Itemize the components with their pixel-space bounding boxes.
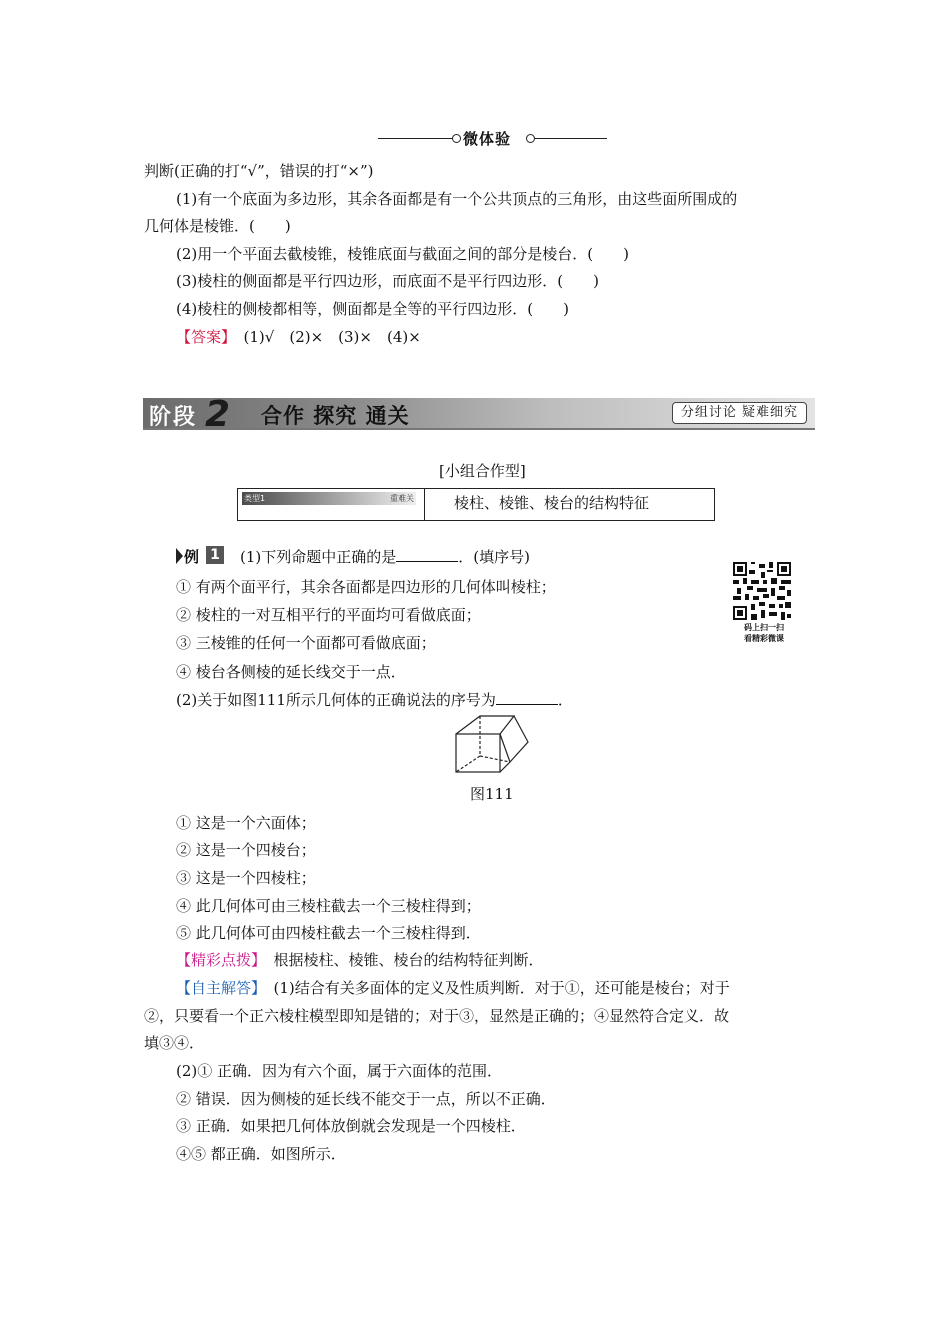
group-label: [小组合作型]	[439, 462, 526, 480]
micro-item-1: (1)有一个底面为多边形，其余各面都是有一个公共顶点的三角形，由这些面所围成的	[176, 190, 738, 208]
section-title-micro	[378, 128, 608, 150]
stage-phrase: 合作 探究 通关	[261, 404, 410, 428]
micro-item-4: (4)棱柱的侧棱都相等，侧面都是全等的平行四边形．( )	[176, 300, 569, 318]
micro-item-2: (2)用一个平面去截棱锥，棱锥底面与截面之间的部分是棱台．( )	[176, 245, 629, 263]
q1-item-3: ③ 三棱锥的任何一个面都可看做底面；	[176, 634, 436, 652]
solution-line-1: 【自主解答】 (1)结合有关多面体的定义及性质判断．对于①，还可能是棱台；对于	[176, 979, 730, 997]
type-tag-cell	[238, 489, 425, 520]
q2-item-4: ④ 此几何体可由三棱柱截去一个三棱柱得到；	[176, 897, 481, 915]
answer-blank	[496, 690, 558, 705]
answer-blank	[396, 547, 458, 562]
solution-label: 【自主解答】	[176, 979, 259, 997]
q1-item-4: ④ 棱台各侧棱的延长线交于一点．	[176, 663, 406, 681]
stage-number: 2	[205, 394, 231, 435]
answer-text: (1)√ (2)× (3)× (4)×	[243, 328, 421, 346]
stage-tag: 分组讨论 疑难细究	[672, 402, 807, 424]
stage-banner	[143, 394, 815, 435]
q2-item-5: ⑤ 此几何体可由四棱柱截去一个三棱柱得到．	[176, 924, 481, 942]
solution-line-2: ②，只要看一个正六棱柱模型即知是错的；对于③，显然是正确的；④显然符合定义．故	[144, 1007, 730, 1025]
qr-code-icon	[733, 562, 791, 620]
q2-item-2: ② 这是一个四棱台；	[176, 841, 316, 859]
q2-item-1: ① 这是一个六面体；	[176, 814, 316, 832]
micro-instruction: 判断(正确的打“√”，错误的打“×”)	[144, 162, 374, 180]
type-title: 棱柱、棱锥、棱台的结构特征	[454, 494, 650, 512]
answer-label: 【答案】	[176, 328, 229, 346]
hint-label: 【精彩点拨】	[176, 951, 259, 969]
solution-part-2: ② 错误．因为侧棱的延长线不能交于一点，所以不正确．	[176, 1090, 556, 1108]
micro-item-1-cont: 几何体是棱锥．( )	[144, 217, 291, 235]
type-box	[237, 488, 715, 521]
example-q1: (1)下列命题中正确的是 ．(填序号)	[240, 548, 530, 566]
figure-caption: 图111	[470, 785, 514, 803]
type-tag: 类型1	[244, 494, 266, 503]
q1-item-2: ② 棱柱的一对互相平行的平面均可看做底面；	[176, 606, 481, 624]
hint-text: 根据棱柱、棱锥、棱台的结构特征判断．	[273, 951, 544, 969]
qr-caption: 码上扫一扫 看精彩微课	[744, 623, 784, 643]
type-key: 重难关	[390, 494, 414, 503]
example-q2: (2)关于如图111所示几何体的正确说法的序号为 ．	[176, 691, 573, 709]
solution-part-4: ④⑤ 都正确．如图所示．	[176, 1145, 346, 1163]
q1-item-1: ① 有两个面平行，其余各面都是四边形的几何体叫棱柱；	[176, 578, 556, 596]
hint	[176, 950, 544, 970]
example-arrow-icon	[176, 548, 183, 564]
solution-part-3: ③ 正确．如果把几何体放倒就会发现是一个四棱柱．	[176, 1117, 526, 1135]
micro-answer	[176, 327, 421, 347]
section-title-text: 微体验	[463, 130, 512, 148]
solution-part-1: (2)① 正确．因为有六个面，属于六面体的范围．	[176, 1062, 503, 1080]
geometry-figure	[452, 712, 532, 776]
q2-item-3: ③ 这是一个四棱柱；	[176, 869, 316, 887]
micro-item-3: (3)棱柱的侧面都是平行四边形，而底面不是平行四边形．( )	[176, 272, 599, 290]
solution-line-3: 填③④．	[144, 1034, 205, 1052]
stage-label: 阶段	[149, 405, 198, 430]
example-number: 1	[206, 546, 224, 564]
